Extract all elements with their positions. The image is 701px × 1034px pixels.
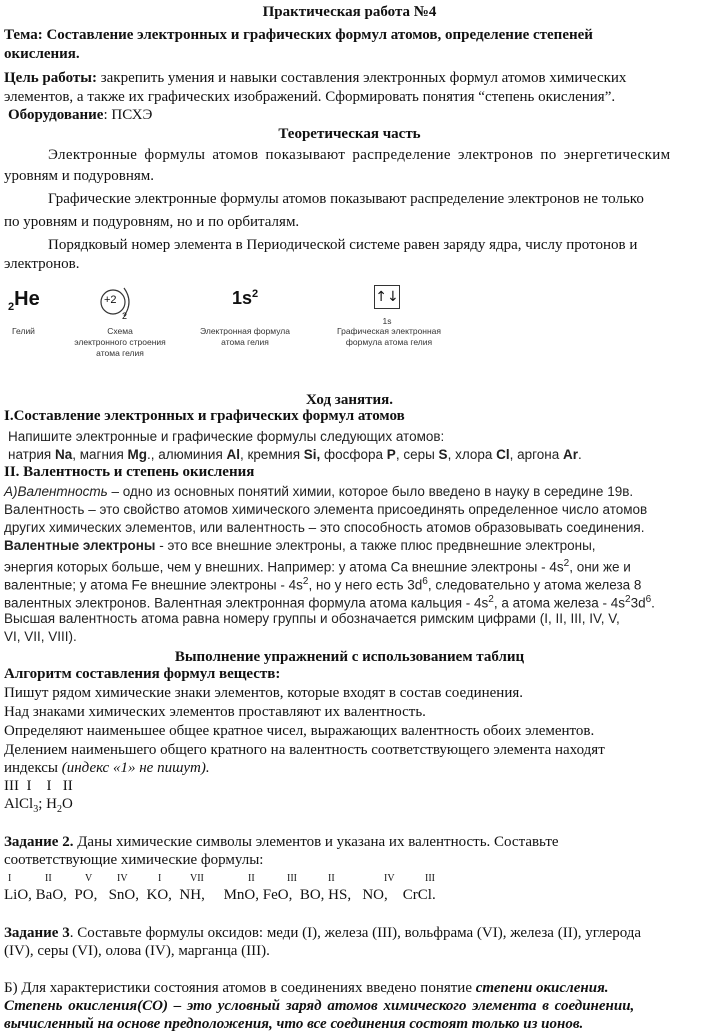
atom-pre: натрия bbox=[8, 447, 55, 462]
electron-formula-base: 1s bbox=[232, 288, 253, 308]
superscript: 2 bbox=[302, 576, 309, 587]
scheme-caption-line: Схема bbox=[107, 326, 133, 336]
equipment-label: Оборудование bbox=[8, 107, 104, 123]
superscript: 6 bbox=[645, 594, 652, 605]
valence-text: – одно из основных понятий химии, которое было введено в науку в середине 19в. bbox=[107, 484, 634, 499]
theory-p1-b: уровням и подуровням. bbox=[4, 168, 155, 184]
topic-text-1: Составление электронных и графических формул атомов, определение степеней bbox=[46, 27, 593, 43]
task-3-line-2: (IV), серы (VI), олова (IV), марганца (III). bbox=[4, 943, 270, 959]
task-3-line-1 bbox=[4, 924, 695, 943]
oxidation-definition-1: Степень окисления(СО) – это условный заряд атомов химического элемента в соединении, bbox=[4, 998, 635, 1014]
page-title: Практическая работа №4 bbox=[262, 4, 437, 20]
electron-formula-power: 2 bbox=[252, 288, 259, 300]
oxidation-term: степени окисления. bbox=[475, 980, 609, 996]
course-heading: Ход занятия. bbox=[306, 392, 393, 408]
subscript: 2 bbox=[56, 804, 62, 815]
valence-a-label: А)Валентность bbox=[4, 484, 108, 499]
superscript: 6 bbox=[422, 576, 428, 587]
exercises-heading: Выполнение упражнений с использованием таблиц bbox=[174, 649, 525, 665]
goal-text-1: закрепить умения и навыки составления электронных формул атомов химических bbox=[96, 70, 627, 86]
atoms-end: . bbox=[578, 447, 582, 462]
example-valences: III I I II bbox=[4, 778, 73, 794]
electron-formula bbox=[232, 288, 258, 309]
task-2-text: Даны химические символы элементов и указана их валентность. Составьте bbox=[73, 834, 559, 850]
topic-line-1 bbox=[4, 26, 695, 45]
valence-mark: V bbox=[85, 873, 93, 884]
valence-text: , а атома железа - 4s bbox=[493, 595, 626, 611]
helium-atomic-number: 2 bbox=[8, 301, 15, 313]
atom-symbol: Si, bbox=[303, 447, 321, 462]
valence-text: - это все внешние электроны, а также плюс предвнешние электроны, bbox=[155, 538, 596, 553]
atom-symbol: Ar bbox=[563, 447, 579, 462]
topic-text-2: окисления. bbox=[4, 46, 80, 62]
theory-p1-a: Электронные формулы атомов показывают распределение электронов по энергетическим bbox=[48, 147, 671, 163]
valence-text: 3d bbox=[630, 595, 646, 611]
formula-caption-line: атома гелия bbox=[221, 337, 269, 347]
atom-symbol: S bbox=[438, 447, 448, 462]
scheme-caption-line: атома гелия bbox=[96, 348, 144, 358]
scheme-caption bbox=[60, 326, 180, 359]
algorithm-note: (индекс «1» не пишут). bbox=[61, 760, 210, 776]
valence-line-3: других химических элементов, или валентность – это способность атомов образовывать соединения. bbox=[4, 520, 645, 535]
atom-pre: ., алюминия bbox=[147, 447, 227, 462]
task-2-formulas: LiO, BaO, PO, SnO, KO, NH, MnO, FeO, BO, HS, NO, CrCl. bbox=[4, 887, 436, 903]
scheme-caption-line: электронного строения bbox=[74, 337, 166, 347]
valence-text: валентных электронов. Валентная электронная формула атома кальция - 4s bbox=[4, 595, 489, 611]
atom-pre: фосфора bbox=[320, 447, 387, 462]
valence-line-1 bbox=[4, 482, 695, 501]
algorithm-step-cont bbox=[4, 759, 695, 778]
equipment-text: : ПСХЭ bbox=[103, 107, 153, 123]
graphic-caption-line: формула атома гелия bbox=[345, 337, 433, 347]
helium-caption: Гелий bbox=[12, 326, 35, 336]
valence-mark: II bbox=[45, 873, 52, 884]
section-2-heading: II. Валентность и степень окисления bbox=[4, 464, 255, 480]
task-1-text: Напишите электронные и графические формулы следующих атомов: bbox=[8, 429, 445, 444]
atom-pre: , кремния bbox=[240, 447, 304, 462]
goal-label: Цель работы: bbox=[4, 70, 97, 86]
superscript: 2 bbox=[488, 594, 494, 605]
valence-electrons-label: Валентные электроны bbox=[4, 538, 156, 553]
valence-text: , они же и bbox=[569, 559, 631, 575]
graphic-caption-line: Графическая электронная bbox=[336, 326, 442, 336]
orbital-box: ↑↓ bbox=[374, 285, 400, 309]
theory-heading: Теоретическая часть bbox=[278, 126, 421, 142]
atom-symbol: Al bbox=[226, 447, 241, 462]
valence-line-4 bbox=[4, 536, 695, 555]
goal-text-2: элементов, а также их графических изображений. Сформировать понятия “степень окисления”. bbox=[4, 89, 616, 105]
valence-mark: III bbox=[425, 873, 435, 884]
theory-p2-a: Графические электронные формулы атомов показывают распределение электронов не только bbox=[48, 191, 644, 207]
atom-pre: , серы bbox=[395, 447, 439, 462]
equipment-line bbox=[8, 106, 695, 125]
formula-caption bbox=[190, 326, 300, 348]
superscript: 2 bbox=[625, 594, 631, 605]
oxidation-intro bbox=[4, 979, 695, 998]
valence-mark: I bbox=[158, 873, 162, 884]
oxidation-text: Б) Для характеристики состояния атомов в соединениях введено понятие bbox=[4, 980, 476, 996]
valence-mark: III bbox=[287, 873, 297, 884]
electron-scheme-diagram bbox=[96, 284, 140, 324]
subscript: 3 bbox=[33, 804, 39, 815]
valence-line-9: VI, VII, VIII). bbox=[4, 629, 77, 644]
valence-mark: II bbox=[248, 873, 255, 884]
task-2-label: Задание 2. bbox=[4, 834, 74, 850]
task-3-text: . Составьте формулы оксидов: меди (I), железа (III), вольфрама (VI), железа (II), углерода bbox=[69, 925, 642, 941]
nucleus-charge: +2 bbox=[104, 294, 117, 306]
task-2-line-2: соответствующие химические формулы: bbox=[4, 852, 264, 868]
valence-mark: IV bbox=[384, 873, 395, 884]
valence-line-8: Высшая валентность атома равна номеру группы и обозначается римским цифрами (I, II, III, IV, V, bbox=[4, 611, 620, 626]
oxidation-definition-2: вычисленный на основе предположения, что все соединения состоят только из ионов. bbox=[4, 1016, 584, 1032]
example-formula: O bbox=[61, 796, 73, 812]
helium-symbol bbox=[8, 288, 40, 313]
task-3-label: Задание 3 bbox=[4, 925, 70, 941]
atom-symbol: Na bbox=[54, 447, 73, 462]
formula-caption-line: Электронная формула bbox=[200, 326, 290, 336]
valence-text: , следовательно у атома железа 8 bbox=[427, 577, 642, 593]
valence-text: . bbox=[651, 595, 655, 611]
atom-symbol: P bbox=[386, 447, 396, 462]
theory-p2-b: по уровням и подуровням, но и по орбиталям. bbox=[4, 214, 300, 230]
atoms-list bbox=[8, 445, 695, 464]
valence-mark: II bbox=[328, 873, 335, 884]
topic-label: Тема: bbox=[4, 27, 43, 43]
helium-element: He bbox=[14, 288, 40, 310]
valence-mark: IV bbox=[117, 873, 128, 884]
example-formula: AlCl bbox=[4, 796, 34, 812]
example-formulas bbox=[4, 795, 695, 819]
algorithm-step: Над знаками химических элементов проставляют их валентность. bbox=[4, 704, 426, 720]
valence-line-2: Валентность – это свойство атомов химического элемента присоединять определенное число атомов bbox=[4, 502, 648, 517]
algorithm-step: Делением наименьшего общего кратного на валентность соответствующего элемента находят bbox=[4, 742, 605, 758]
algorithm-step: Пишут рядом химические знаки элементов, которые входят в состав соединения. bbox=[4, 685, 523, 701]
superscript: 2 bbox=[563, 558, 570, 569]
valence-mark: I bbox=[8, 873, 12, 884]
goal-line-1 bbox=[4, 69, 695, 88]
valence-text: , но у него есть 3d bbox=[308, 577, 423, 593]
section-1-heading: I.Составление электронных и графических формул атомов bbox=[4, 408, 405, 424]
valence-text: энергия которых больше, чем у внешних. Например: у атома Са внешние электроны - 4s bbox=[4, 559, 564, 575]
graphic-caption bbox=[324, 326, 454, 348]
task-2-line-1 bbox=[4, 833, 695, 852]
algorithm-text: индексы bbox=[4, 760, 62, 776]
atom-pre: , хлора bbox=[447, 447, 497, 462]
atom-symbol: Cl bbox=[496, 447, 510, 462]
valence-mark: VII bbox=[190, 873, 204, 884]
shell-electrons: 2 bbox=[122, 311, 128, 321]
algorithm-heading: Алгоритм составления формул веществ: bbox=[4, 666, 281, 682]
atom-pre: , магния bbox=[72, 447, 128, 462]
atom-pre: , аргона bbox=[509, 447, 563, 462]
theory-p3-a: Порядковый номер элемента в Периодической системе равен заряду ядра, числу протонов и bbox=[48, 237, 638, 253]
theory-p3-b: электронов. bbox=[4, 256, 80, 272]
atom-symbol: Mg bbox=[127, 447, 148, 462]
valence-text: валентные; у атома Fe внешние электроны - 4s bbox=[4, 577, 303, 593]
example-formula: ; H bbox=[38, 796, 57, 812]
orbital-label: 1s bbox=[382, 316, 392, 326]
algorithm-step: Определяют наименьшее общее кратное чисел, выражающих валентность обоих элементов. bbox=[4, 723, 595, 739]
